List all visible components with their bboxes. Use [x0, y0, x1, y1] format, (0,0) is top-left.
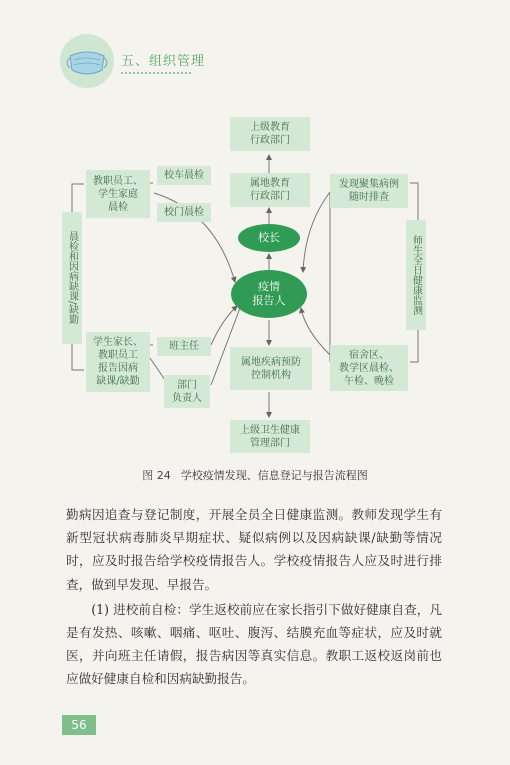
node-bus-check: 校车晨检 [157, 166, 211, 185]
node-left-vertical: 晨检和因病缺课/缺勤 [62, 212, 82, 344]
paragraph-2: (1) 进校前自检：学生返校前应在家长指引下做好健康自查，凡是有发热、咳嗽、咽痛、呕吐、腹泻、结膜充血等症状，应及时就医，并向班主任请假，报告病因等真实信息。教职工返校返岗前也应做好健康自检和因病缺勤报告。 [66, 601, 442, 687]
node-staff-parents-check: 教职员工、 学生家庭 晨检 [86, 170, 150, 218]
node-right-vertical: 师生全日健康监测 [406, 220, 426, 330]
figure-caption [0, 467, 510, 483]
body-text [66, 503, 442, 691]
page-number: 56 [62, 715, 96, 735]
node-department-head: 部门 负责人 [164, 375, 210, 408]
node-cdc: 属地疾病预防 控制机构 [230, 347, 312, 390]
node-class-teacher: 班主任 [157, 337, 211, 356]
node-epidemic-reporter: 疫情 报告人 [231, 270, 307, 318]
node-principal: 校长 [238, 224, 300, 252]
node-higher-education-dept: 上级教育 行政部门 [230, 117, 310, 151]
section-title: 五、组织管理 [121, 54, 206, 69]
node-gate-check: 校门晨检 [157, 203, 211, 222]
figure-title: 学校疫情发现、信息登记与报告流程图 [180, 469, 368, 482]
node-parents-report: 学生家长、 教职员工 报告因病 缺课/缺勤 [86, 332, 150, 392]
node-higher-health-dept: 上级卫生健康 管理部门 [230, 420, 310, 453]
node-local-education-dept: 属地教育 行政部门 [230, 173, 310, 207]
node-cluster-check: 发现聚集病例 随时排查 [330, 174, 408, 208]
figure-number: 图 24 [142, 469, 171, 482]
node-dorm-check: 宿舍区、 教学区晨检、 午检、晚检 [330, 345, 408, 391]
paragraph-1: 勤病因追查与登记制度，开展全员全日健康监测。教师发现学生有新型冠状病毒肺炎早期症状、疑似病例以及因病缺课/缺勤等情况时，应及时报告给学校疫情报告人。学校疫情报告人应及时进行排查，做到早发现、早报告。 [66, 507, 442, 592]
